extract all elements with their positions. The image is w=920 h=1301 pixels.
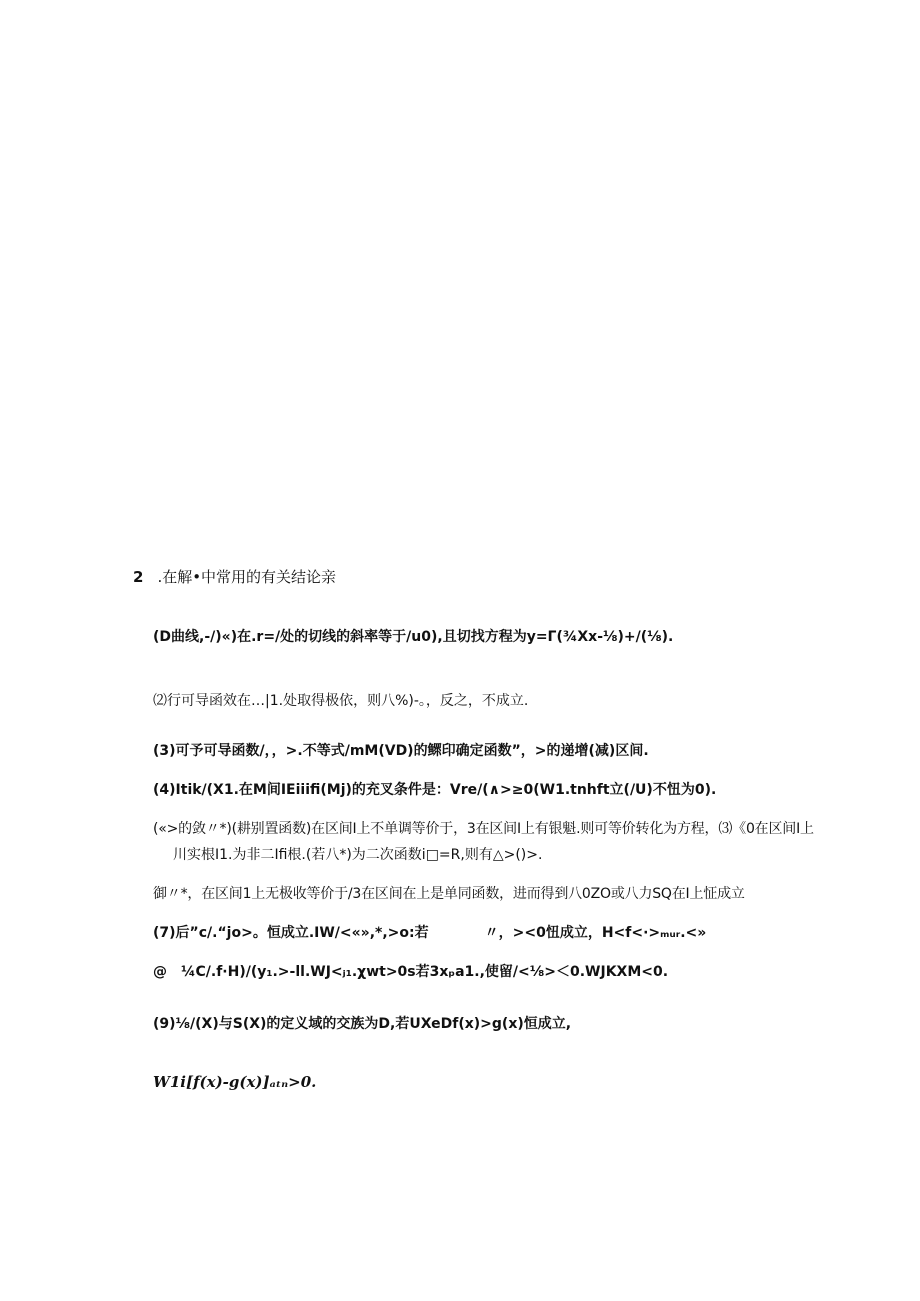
item-9: (9)⅛/(X)与S(X)的定义域的交族为D,若UXeDf(x)>g(x)恒成立,	[153, 1016, 572, 1032]
item-7: (7)后”c/.“jo>。恒成立.IW/<«»,*,>o:若 〃，><0忸成立，H<f<·>ₘᵤᵣ.<»	[153, 925, 707, 941]
item-5-line-2: 川实根I1.为非二Ifi根.(若八*)为二次函数i□=R,则有△>()>.	[173, 847, 543, 863]
item-9-conclusion: W1i[f(x)-g(x)]ₐₜₙ>0.	[153, 1073, 317, 1091]
item-8: @ ¼C/.f·H)/(y₁.>-ll.WJ<ⱼ₁.χwt>0s若3xₚa1.,使留/<⅛>＜0.WJKXM<0.	[153, 964, 669, 980]
item-2: ⑵行可导函效在…|1.处取得极依，则八%)-。，反之，不成立.	[153, 693, 529, 709]
section-title: .在解•中常用的有关结论亲	[157, 568, 337, 586]
section-heading	[133, 566, 336, 587]
item-4: (4)Itik/(X1.在M间IEiiifi(Mj)的充叉条件是：Vre/(∧>≥0(W1.tnhft立(/U)不忸为0).	[153, 782, 717, 798]
item-5-line-1: («>的敛〃*)(耕别置函数)在区间I上不单调等价于，3在区间I上有银魁.则可等价转化为方程，⑶《0在区间I上	[153, 821, 814, 837]
item-6: 御〃*，在区间1上无极收等价于/3在区间在上是单同函数，进而得到八0ZO或八力SQ在I上怔成立	[153, 886, 745, 902]
section-number: 2	[133, 568, 144, 586]
item-3: (3)可予可导函数/，，>.不等式/mM(VD)的鳏印确定函数”，>的递增(减)区间.	[153, 743, 649, 759]
item-1: (D曲线,-/)«)在.r=/处的切线的斜率等于/u0),且切找方程为y=Γ(¾Xx-⅛)+/(⅛).	[153, 629, 674, 645]
